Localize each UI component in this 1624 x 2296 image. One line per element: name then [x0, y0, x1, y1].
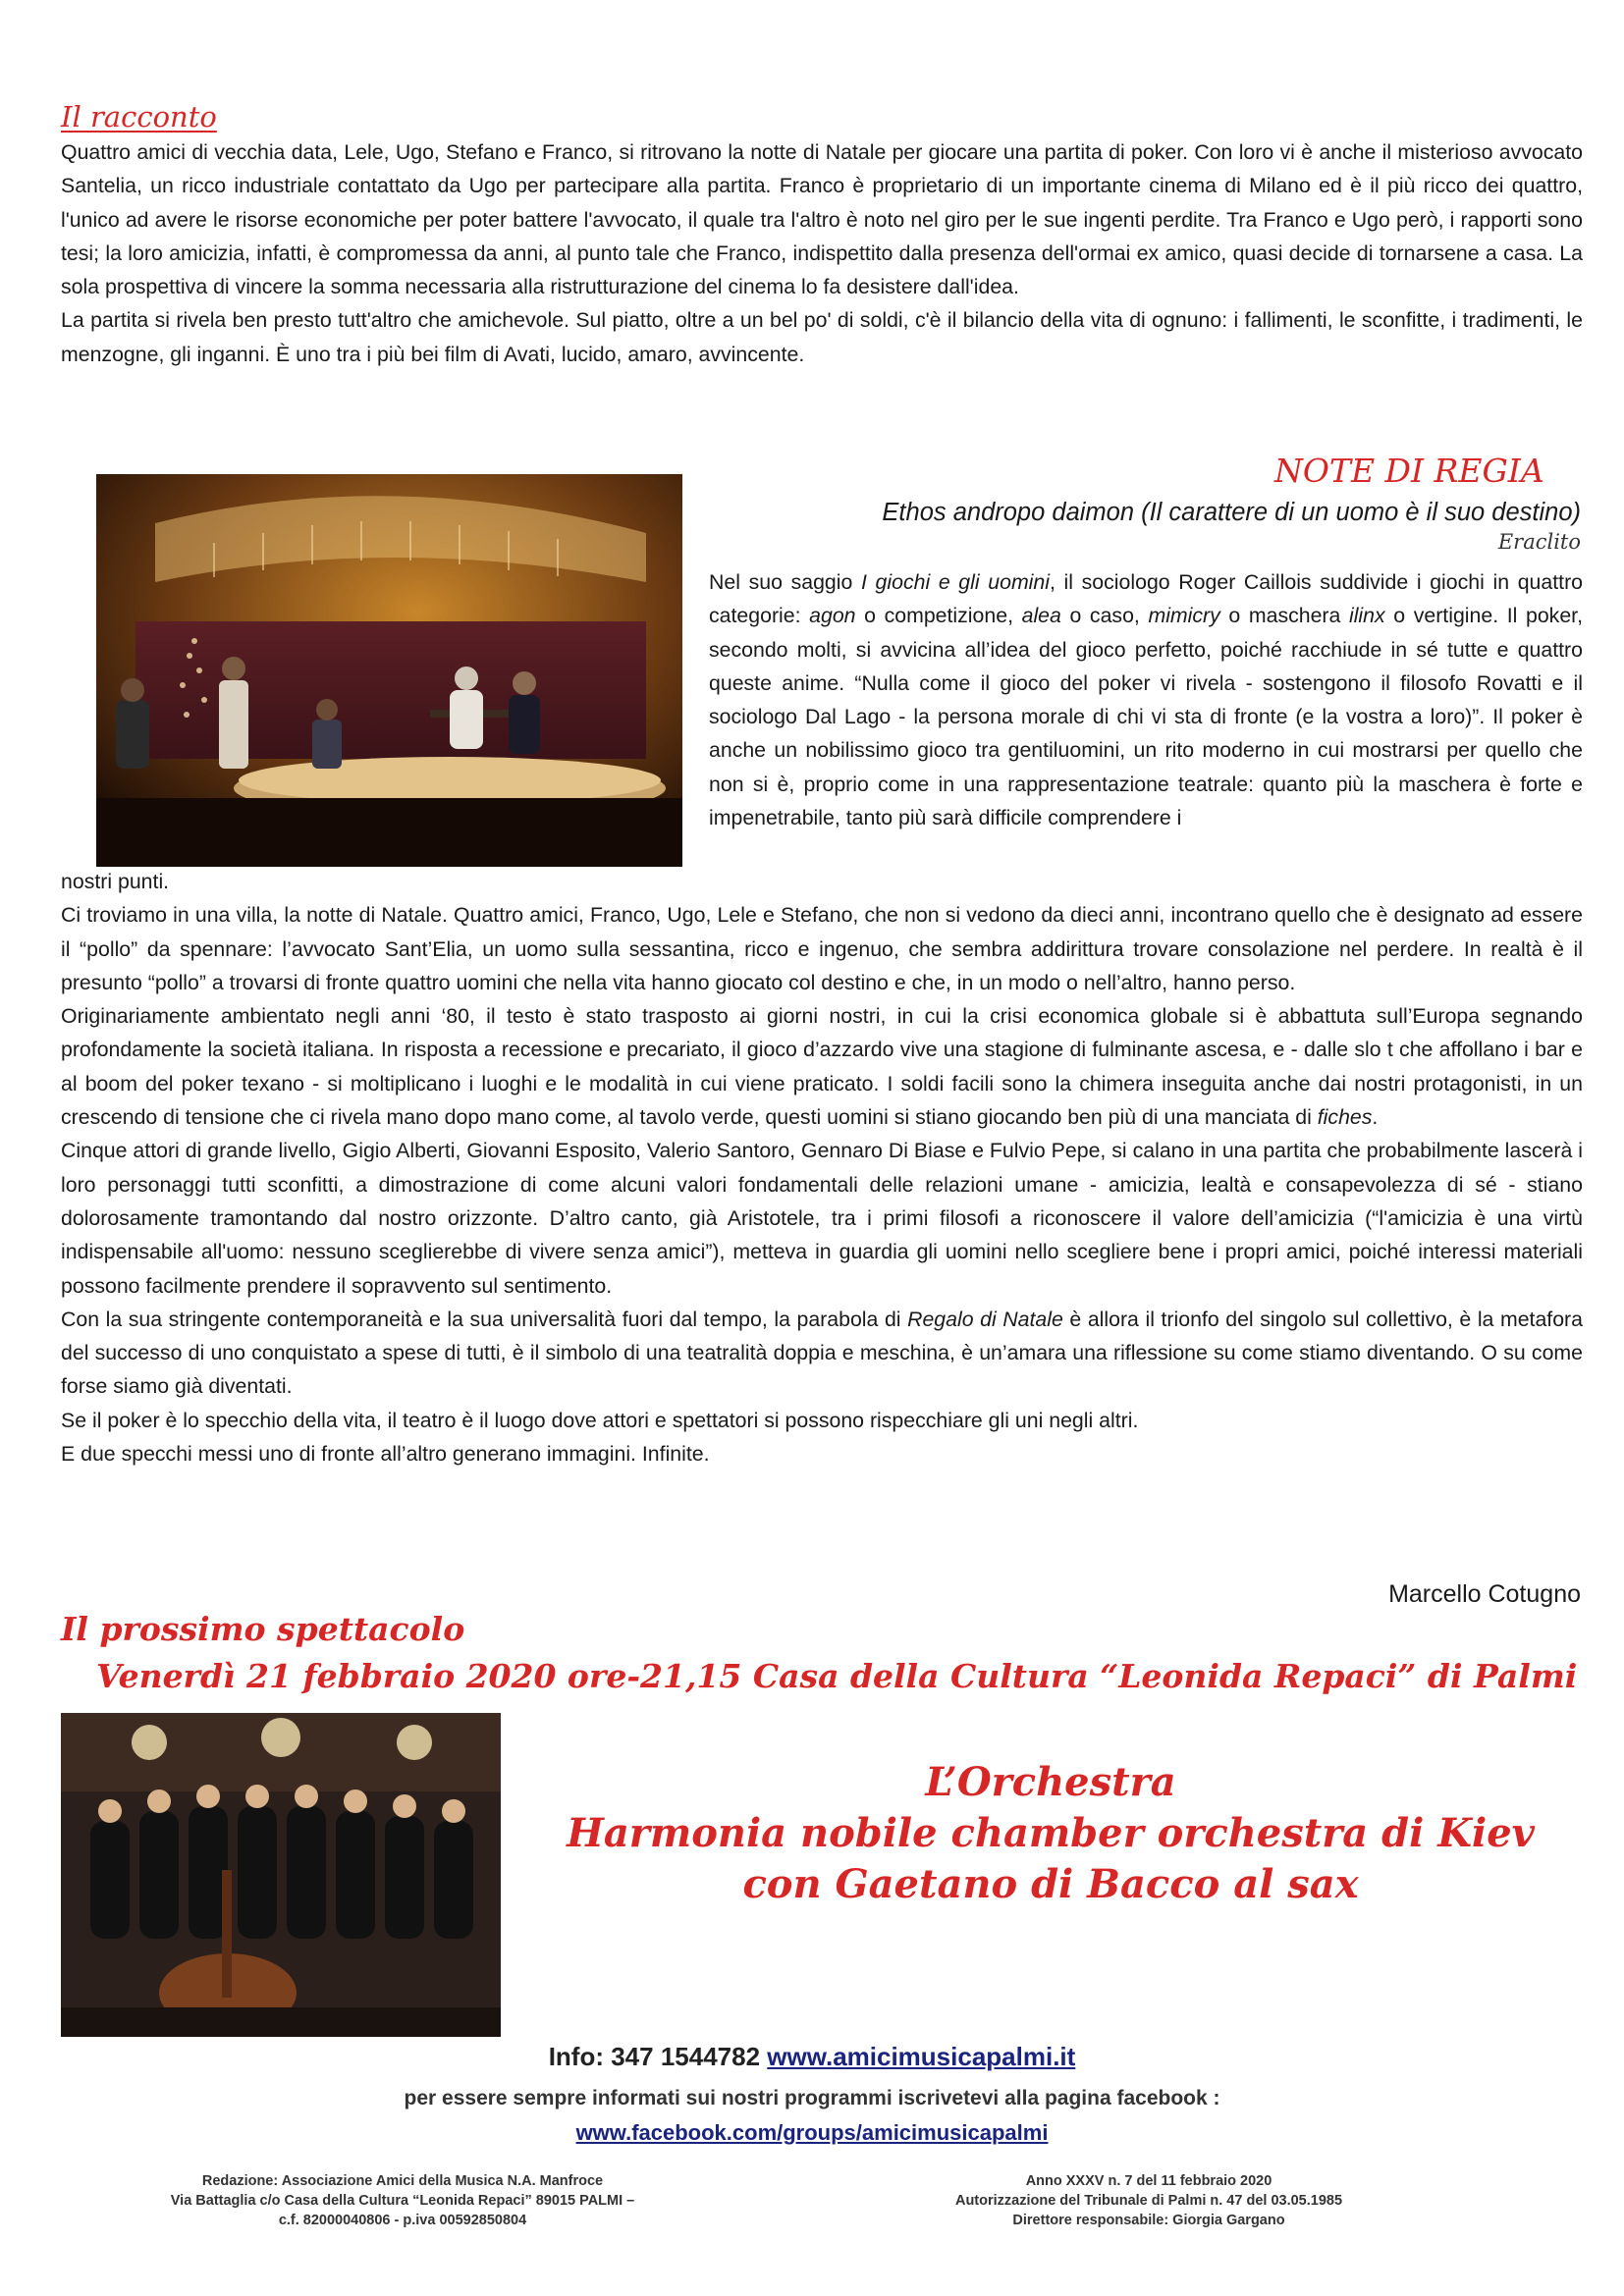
- orchestra-line-3: con Gaetano di Bacco al sax: [742, 1861, 1359, 1907]
- term-fiches: fiches: [1317, 1105, 1373, 1130]
- orchestra-line-1: L’Orchestra: [925, 1759, 1176, 1805]
- section-title-next-show: Il prossimo spettacolo: [61, 1610, 465, 1648]
- facebook-caption: per essere sempre informati sui nostri programmi iscrivetevi alla pagina facebook :: [404, 2087, 1220, 2109]
- website-link[interactable]: www.amicimusicapalmi.it: [767, 2042, 1076, 2071]
- stage-photo: [96, 474, 682, 867]
- epigraph-quote: Ethos andropo daimon (Il carattere di un uomo è il suo destino): [882, 499, 1581, 526]
- text-run: Originariamente ambientato negli anni ‘80, il testo è stato trasposto ai giorni nostri, in cui la crisi economica globale si è abbattuta sull’Europa segnando profondamente la società italiana. In risposta a recessione e precariato, il gioco d’azzardo vive una stagione di fulminante ascesa, e - dalle slo t che affollano i bar e al boom del poker texano - si moltiplicano i luoghi e le modalità in cui viene praticato. I soldi facili sono la chimera inseguita anche dai nostri protagonisti, in un crescendo di tensione che ci rivela mano dopo mano come, al tavolo verde, questi uomini si stiano giocando ben più di una manciata di: [61, 1004, 1583, 1130]
- note-paragraph-2: Ci troviamo in una villa, la notte di Natale. Quattro amici, Franco, Ugo, Lele e Stefano, che non si vedono da dieci anni, incontrano quello che è designato ad essere il “pollo” da spennare: l’avvocato Sant’Elia, un uomo sulla sessantina, ricco e ingenuo, che sembra addirittura trovare consolazione nel perdere. In realtà è il presunto “pollo” a trovarsi di fronte quattro uomini che nella vita hanno giocato col destino e che, in un modo o nell’altro, hanno perso.: [61, 903, 1583, 994]
- orchestra-photo: [61, 1713, 501, 2037]
- term-alea: alea: [1021, 604, 1061, 628]
- footer-left-line-3: c.f. 82000040806 - p.iva 00592850804: [278, 2213, 527, 2228]
- term-ilinx: ilinx: [1348, 604, 1385, 628]
- book-title: I giochi e gli uomini: [860, 570, 1050, 594]
- footer-right-line-1: Anno XXXV n. 7 del 11 febbraio 2020: [1025, 2173, 1272, 2189]
- author-signature: Marcello Cotugno: [1388, 1580, 1581, 1608]
- footer-left-line-2: Via Battaglia c/o Casa della Cultura “Leonida Repaci” 89015 PALMI –: [170, 2193, 635, 2209]
- epigraph-author: Eraclito: [1497, 530, 1581, 554]
- footer-right-line-3: Direttore responsabile: Giorgia Gargano: [1012, 2213, 1285, 2228]
- next-show-description: [550, 1757, 1551, 1910]
- footer-editorial: [147, 2171, 658, 2230]
- text-run: , il sociologo Roger Caillois suddivide i giochi in quattro categorie:: [709, 570, 1584, 628]
- section-title-note-di-regia: NOTE DI REGIA: [1274, 452, 1544, 490]
- note-body-text: [61, 865, 1583, 1470]
- info-contact: [0, 2042, 1624, 2072]
- term-mimicry: mimicry: [1148, 604, 1220, 628]
- text-run: Nel suo saggio: [709, 570, 861, 594]
- text-run: o caso,: [1060, 604, 1149, 628]
- note-paragraph-3: [61, 999, 1583, 1134]
- section-title-racconto: Il racconto: [61, 100, 217, 133]
- text-run: o maschera: [1219, 604, 1349, 628]
- orchestra-line-2: Harmonia nobile chamber orchestra di Kiev: [567, 1810, 1535, 1856]
- note-intro-paragraph: [709, 565, 1583, 834]
- racconto-paragraph-1: Quattro amici di vecchia data, Lele, Ugo, Stefano e Franco, si ritrovano la notte di Natale per giocare una partita di poker. Con loro vi è anche il misterioso avvocato Santelia, un ricco industriale contattato da Ugo per partecipare alla partita. Franco è proprietario di un importante cinema di Milano ed è il più ricco dei quattro, l'unico ad avere le risorse economiche per poter battere l'avvocato, il quale tra l'altro è noto nel giro per le sue ingenti perdite. Tra Franco e Ugo però, i rapporti sono tesi; la loro amicizia, infatti, è compromessa da anni, al punto tale che Franco, indispettito dalla presenza dell'ormai ex amico, quasi decide di tornarsene a casa. La sola prospettiva di vincere la somma necessaria alla ristrutturazione del cinema lo fa desistere dall'idea.: [61, 140, 1583, 299]
- footer-left-line-1: Redazione: Associazione Amici della Musica N.A. Manfroce: [201, 2173, 604, 2189]
- text-run: o vertigine. Il poker, secondo molti, si avvicina all’idea del gioco perfetto, poiché racchiude in sé tutte e quattro queste anime. “Nulla come il gioco del poker vi rivela - sostengono il filosofo Rovatti e il sociologo Dal Lago - la persona morale di chi vi sta di fronte (e la vostra a loro)”. Il poker è anche un nobilissimo gioco tra gentiluomini, un rito moderno in cui mostrarsi per quello che non si è, proprio come in una rappresentazione teatrale: quanto più la maschera è forte e impenetrabile, tanto più sarà difficile comprendere i: [709, 604, 1584, 830]
- note-paragraph-5: [61, 1303, 1583, 1404]
- facebook-group-link[interactable]: www.facebook.com/groups/amicimusicapalmi: [575, 2120, 1049, 2145]
- footer-right-line-2: Autorizzazione del Tribunale di Palmi n. 47 del 03.05.1985: [954, 2193, 1343, 2209]
- footer-registration: [874, 2171, 1424, 2230]
- note-paragraph-7: E due specchi messi uno di fronte all’altro generano immagini. Infinite.: [61, 1442, 710, 1467]
- film-title: Regalo di Natale: [907, 1307, 1063, 1331]
- facebook-link-line: [0, 2120, 1624, 2146]
- info-phone: Info: 347 1544782: [548, 2042, 768, 2071]
- text-run: Con la sua stringente contemporaneità e la sua universalità fuori dal tempo, la parabola di: [61, 1307, 908, 1331]
- text-run: o competizione,: [855, 604, 1022, 628]
- term-agon: agon: [809, 604, 856, 628]
- racconto-text: [61, 135, 1583, 371]
- text-run: è allora il trionfo del singolo sul collettivo, è la metafora del successo di uno conquistato a spese di tutti, è il simbolo di una teatralità doppia e meschina, è un’amara una riflessione su come stiamo diventando. O su come forse siamo già diventati.: [61, 1307, 1583, 1399]
- text-run: .: [1372, 1105, 1379, 1130]
- note-paragraph-end: nostri punti.: [61, 870, 170, 893]
- note-paragraph-6: Se il poker è lo specchio della vita, il teatro è il luogo dove attori e spettatori si possono rispecchiare gli uni negli altri.: [61, 1408, 1139, 1432]
- next-show-date-venue: Venerdì 21 febbraio 2020 ore-21,15 Casa della Cultura “Leonida Repaci” di Palmi: [96, 1657, 1578, 1695]
- racconto-paragraph-2: La partita si rivela ben presto tutt'altro che amichevole. Sul piatto, oltre a un bel po' di soldi, c'è il bilancio della vita di ognuno: i fallimenti, le sconfitte, i tradimenti, le menzogne, gli inganni. È uno tra i più bei film di Avati, lucido, amaro, avvincente.: [61, 308, 1583, 366]
- note-paragraph-4: Cinque attori di grande livello, Gigio Alberti, Giovanni Esposito, Valerio Santoro, Gennaro Di Biase e Fulvio Pepe, si calano in una partita che probabilmente lascerà i loro personaggi tutti sconfitti, a dimostrazione di come alcuni valori fondamentali delle relazioni umane - amicizia, lealtà e consapevolezza di sé - stiano dolorosamente tramontando dal nostro orizzonte. D’altro canto, già Aristotele, tra i primi filosofi a riconoscere il valore dell’amicizia (“l'amicizia è una virtù indispensabile all'uomo: nessuno sceglierebbe di vivere senza amici”), metteva in guardia gli uomini nello scegliere bene i propri amici, poiché interessi materiali possono facilmente prendere il sopravvento sul sentimento.: [61, 1139, 1583, 1298]
